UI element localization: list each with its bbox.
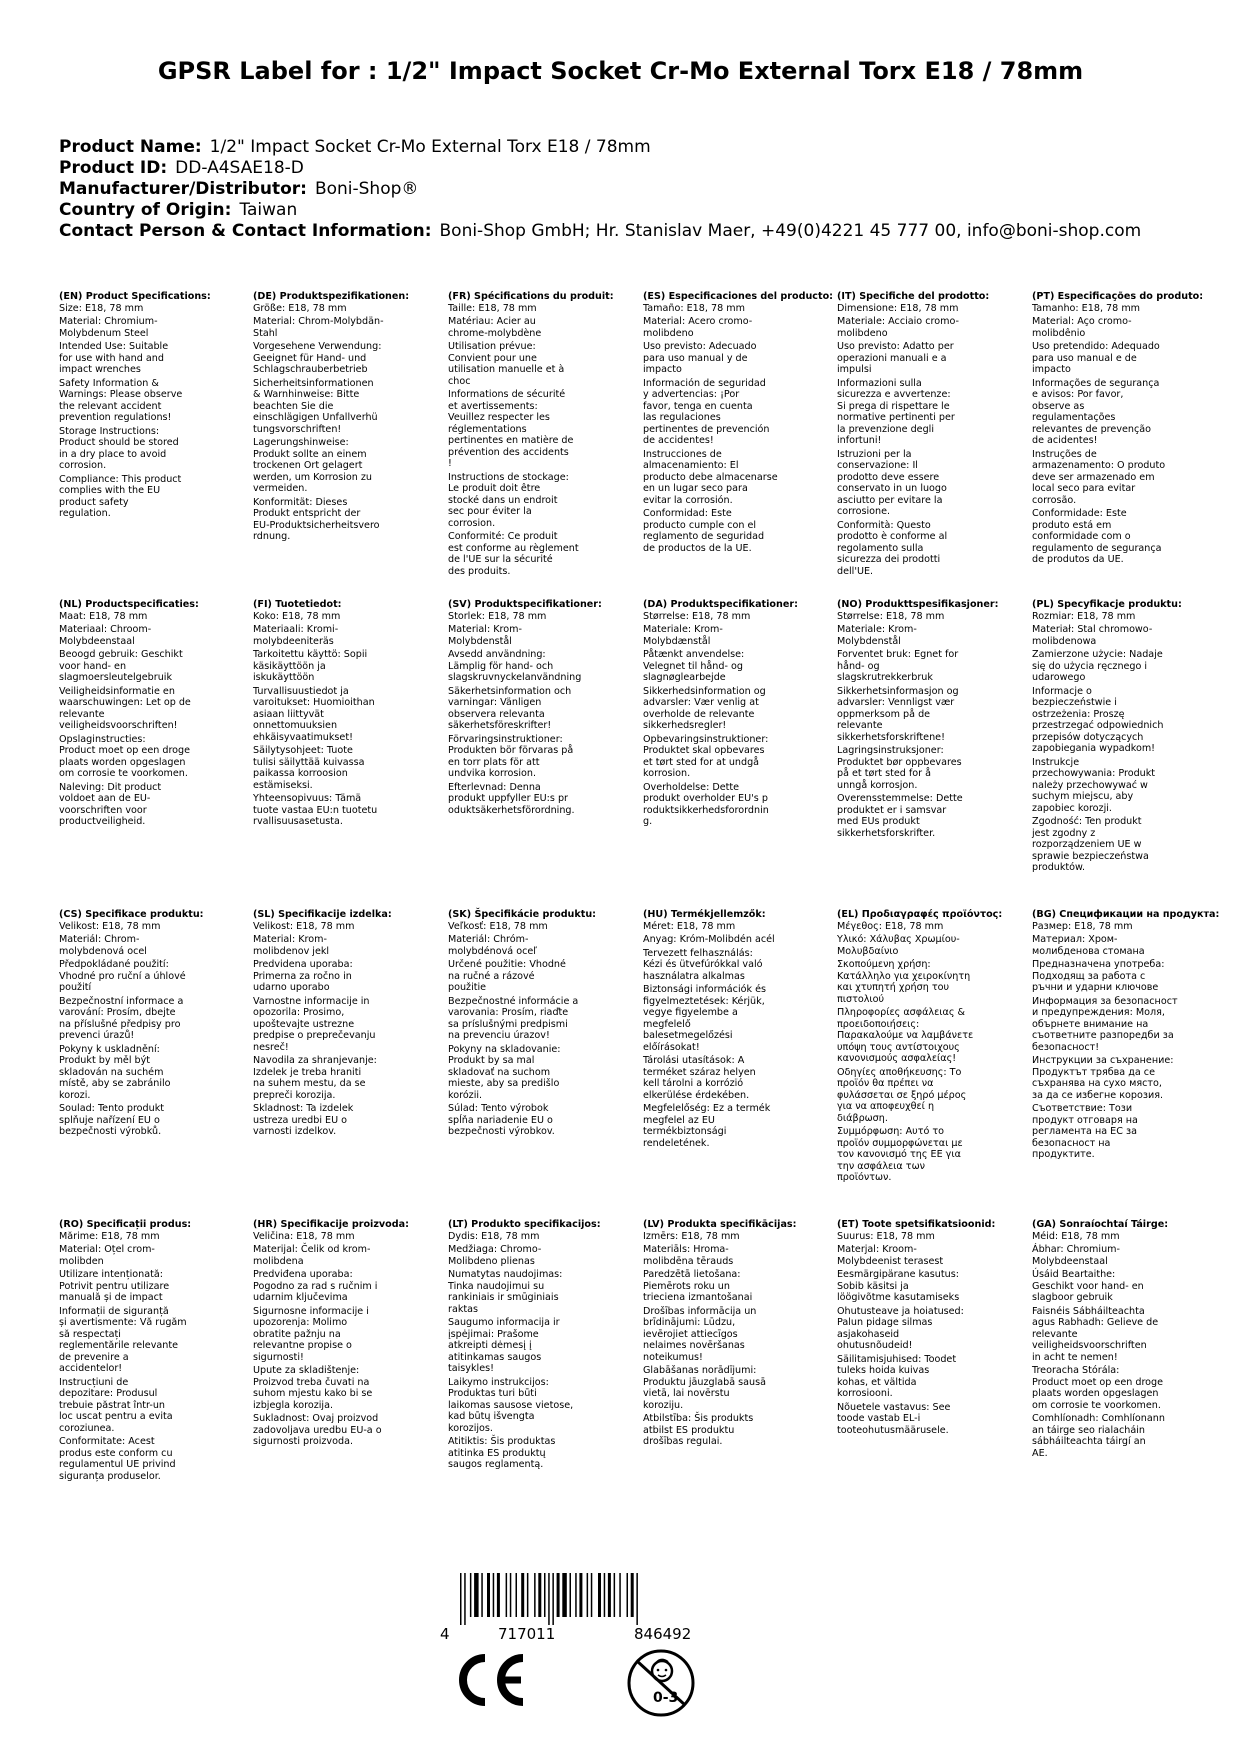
page-title: GPSR Label for : 1/2" Impact Socket Cr-Mo External Torx E18 / 78mm [157, 57, 1084, 85]
spec-block-text: Turvallisuustiedot ja varoitukset: Huomioithan asiaan liittyvät onnettomuuksien ehkäisyvaatimukset! [253, 685, 375, 743]
spec-block-text: Instrucciones de almacenamiento: El producto debe almacenarse en un lugar seco para evitar la corrosión. [643, 448, 778, 506]
spec-block-heading: (DA) Produktspecifikationer: [643, 599, 798, 610]
spec-block-text: Dimensione: E18, 78 mm [837, 302, 959, 314]
spec-block-text: Opbevaringsinstruktioner: Produktet skal opbevares et tørt sted for at undgå korrosion. [643, 733, 769, 779]
spec-block [1032, 599, 1222, 876]
product-name-value: 1/2" Impact Socket Cr-Mo External Torx E18 / 78mm [209, 137, 651, 157]
spec-block-text: Tarkoitettu käyttö: Sopii käsikäyttöön ja iskukäyttöön [253, 649, 368, 683]
spec-block-text: Informații de siguranță și avertismente: Vă rugăm să respectați reglementările relevante de prevenire a accidentelor! [59, 1305, 187, 1374]
barcode-bar [614, 1573, 616, 1617]
spec-block [1032, 1219, 1222, 1461]
spec-block-text: Biztonsági információk és figyelmeztetések: Kérjük, vegye figyelembe a megfelelő balesetmegelőzési előírásokat! [643, 984, 766, 1053]
spec-block-heading: (HU) Termékjellemzők: [643, 909, 766, 920]
barcode-bar [627, 1573, 629, 1617]
spec-block-text: Zamierzone użycie: Nadaje się do użycia ręcznego i udarowego [1032, 649, 1163, 683]
spec-block-text: Sikkerhetsinformasjon og advarsler: Vennligst vær oppmerksom på de relevante sikkerhetsforskriftene! [837, 685, 959, 743]
spec-block-text: Υλικό: Χάλυβας Χρωμίου- Μολυβδαίνιο [837, 934, 960, 957]
barcode-bar [487, 1573, 490, 1617]
spec-block-text: Materiale: Krom- Molybdenstål [837, 624, 917, 647]
spec-block-text: Suurus: E18, 78 mm [837, 1230, 935, 1242]
spec-block-text: Uso pretendido: Adequado para uso manual e de impacto [1032, 341, 1160, 375]
spec-block-heading: (HR) Specifikacije proizvoda: [253, 1219, 409, 1230]
spec-block-text: Skladnost: Ta izdelek ustreza uredbi EU o varnosti izdelkov. [253, 1103, 354, 1137]
spec-block-text: Mărime: E18, 78 mm [59, 1230, 160, 1242]
spec-block-text: Veľkosť: E18, 78 mm [448, 920, 548, 932]
spec-block [837, 599, 1027, 841]
spec-block-heading: (SK) Špecifikácie produktu: [448, 909, 597, 920]
spec-block-heading: (LT) Produkto specifikacijos: [448, 1219, 601, 1230]
spec-block-text: Οδηγίες αποθήκευσης: Το προϊόν θα πρέπει να φυλάσσεται σε ξηρό μέρος για να αποφευχθεί η διάβρωση. [837, 1066, 967, 1124]
spec-block [1032, 909, 1222, 1163]
spec-block-text: Medžiaga: Chromo- Molibdeno plienas [448, 1244, 542, 1267]
spec-block-text: Koko: E18, 78 mm [253, 610, 341, 622]
spec-block-text: Yhteensopivuus: Tämä tuote vastaa EU:n tuotetu rvallisuusasetusta. [253, 793, 378, 827]
spec-block [448, 599, 638, 818]
country-row [59, 200, 1141, 221]
spec-block-text: Soulad: Tento produkt splňuje nařízení EU o bezpečnosti výrobků. [59, 1103, 165, 1137]
spec-block-text: Instrucțiuni de depozitare: Produsul trebuie păstrat într-un loc uscat pentru a evita coroziunea. [59, 1376, 173, 1434]
spec-block-text: Anyag: Króm-Molibdén acél [643, 934, 775, 945]
spec-block-heading: (ET) Toote spetsifikatsioonid: [837, 1219, 996, 1230]
spec-block-text: Material: Chrom-Molybdän- Stahl [253, 316, 384, 339]
spec-block-heading: (SV) Produktspecifikationer: [448, 599, 602, 610]
barcode-bar [631, 1573, 634, 1617]
spec-block-text: Säilytysohjeet: Tuote tulisi säilyttää kuivassa paikassa korroosion estämiseksi. [253, 745, 365, 791]
spec-block-text: Pokyny na skladovanie: Produkt by sa mal skladovať na suchom mieste, aby sa predišlo korózii. [448, 1043, 561, 1101]
barcode [440, 1573, 740, 1643]
spec-block-text: Méret: E18, 78 mm [643, 920, 736, 932]
barcode-bar [591, 1573, 593, 1617]
product-name-label: Product Name: [59, 137, 202, 157]
product-id-label: Product ID: [59, 158, 168, 178]
ce-mark-icon [453, 1650, 531, 1710]
spec-block [643, 909, 833, 1151]
barcode-bar [548, 1573, 550, 1625]
spec-block-text: Material: Aço cromo- molibdênio [1032, 316, 1132, 339]
spec-block-text: Utilisation prévue: Convient pour une utilisation manuelle et à choc [448, 341, 565, 387]
spec-block-text: Informações de segurança e avisos: Por favor, observe as regulamentações relevantes de prevenção de acidentes! [1032, 377, 1160, 446]
spec-block-text: Numatytas naudojimas: Tinka naudojimui su rankiniais ir smūginiais raktas [448, 1269, 563, 1315]
spec-block-text: Bezpečnostní informace a varování: Prosím, dbejte na příslušné předpisy pro prevenci úrazů! [59, 995, 184, 1041]
spec-block-text: Материал: Хром- молибденова стомана [1032, 934, 1145, 957]
spec-block-heading: (FR) Spécifications du produit: [448, 291, 614, 302]
spec-block-text: Opslaginstructies: Product moet op een droge plaats worden opgeslagen om corrosie te voorkomen. [59, 733, 191, 779]
spec-block-text: Méid: E18, 78 mm [1032, 1230, 1120, 1242]
spec-block [448, 1219, 638, 1473]
spec-block-heading: (NL) Productspecificaties: [59, 599, 199, 610]
spec-block-text: Intended Use: Suitable for use with hand and impact wrenches [59, 341, 169, 375]
spec-block-text: Predviđena uporaba: Pogodno za rad s ručnim i udarnim ključevima [253, 1269, 378, 1303]
spec-block [253, 291, 443, 545]
spec-block-text: Súlad: Tento výrobok spĺňa nariadenie EU o bezpečnosti výrobkov. [448, 1103, 555, 1137]
spec-block-text: Konformität: Dieses Produkt entspricht der EU-Produktsicherheitsvero rdnung. [253, 496, 380, 542]
spec-block-text: Σκοπούμενη χρήση: Κατάλληλο για χειροκίνητη και χτυπητή χρήση του πιστολιού [837, 959, 971, 1005]
spec-block-text: Upute za skladištenje: Proizvod treba čuvati na suhom mjestu kako bi se izbjegla korozija. [253, 1365, 373, 1411]
spec-block-text: Veličina: E18, 78 mm [253, 1230, 355, 1242]
spec-block-text: Overholdelse: Dette produkt overholder EU's p roduktsikkerhedsforordnin g. [643, 781, 769, 827]
spec-block-heading: (LV) Produkta specifikācijas: [643, 1219, 797, 1230]
spec-block-text: Glabāšanas norādījumi: Produktu jāuzglabā sausā vietā, lai novērstu koroziju. [643, 1365, 766, 1411]
spec-block-text: Utilizare intenționată: Potrivit pentru utilizare manuală și de impact [59, 1269, 170, 1303]
manufacturer-value: Boni-Shop® [314, 179, 419, 199]
barcode-bar [579, 1573, 582, 1617]
spec-block-text: Förvaringsinstruktioner: Produkten bör förvaras på en torr plats för att undvika korrosion. [448, 733, 574, 779]
barcode-bar [527, 1573, 529, 1617]
spec-block-text: Comhlíonadh: Comhlíonann an táirge seo rialacháin sábháilteachta táirgí an AE. [1032, 1413, 1165, 1459]
spec-block-text: Instructions de stockage: Le produit doit être stocké dans un endroit sec pour éviter la corrosion. [448, 471, 569, 529]
spec-block-text: Eesmärgipärane kasutus: Sobib käsitsi ja löögivõtme kasutamiseks [837, 1269, 960, 1303]
spec-block-text: Lagringsinstruksjoner: Produktet bør oppbevares på et tørt sted for å unngå korrosjon. [837, 745, 962, 791]
spec-block-text: Størrelse: E18, 78 mm [643, 610, 751, 622]
spec-block [837, 909, 1027, 1186]
spec-block-text: Material: Krom- molibdenov jekl [253, 934, 330, 957]
spec-block [643, 599, 833, 830]
country-value: Taiwan [239, 200, 298, 220]
spec-block-text: Инструкции за съхранение: Продуктът трябва да се съхранява на сухо място, за да се избегне корозия. [1032, 1055, 1174, 1101]
spec-block-heading: (IT) Specifiche del prodotto: [837, 291, 990, 302]
spec-block-text: Materiale: Acciaio cromo- molibdeno [837, 316, 959, 339]
spec-block-heading: (GA) Sonraíochtaí Táirge: [1032, 1219, 1169, 1230]
spec-block-heading: (PL) Specyfikacje produktu: [1032, 599, 1182, 610]
spec-block-text: Maat: E18, 78 mm [59, 610, 148, 622]
spec-block-text: Drošības informācija un brīdinājumi: Lūdzu, ievērojiet attiecīgos nelaimes novēršanas noteikumus! [643, 1305, 757, 1363]
barcode-bar [544, 1573, 546, 1617]
spec-block [448, 291, 638, 579]
barcode-bar [570, 1573, 572, 1617]
spec-block-text: Taille: E18, 78 mm [448, 302, 537, 314]
barcode-bar [516, 1573, 518, 1617]
contact-row [59, 221, 1141, 242]
spec-block-text: Größe: E18, 78 mm [253, 302, 347, 314]
barcode-left-digits: 717011 [498, 1625, 556, 1643]
spec-block-text: Laikymo instrukcijos: Produktas turi būti laikomas sausose vietose, kad būtų išvengta korozijos. [448, 1376, 574, 1434]
spec-block-text: Zgodność: Ten produkt jest zgodny z rozporządzeniem UE w sprawie bezpieczeństwa produktów. [1032, 816, 1149, 873]
spec-block-text: Overensstemmelse: Dette produktet er i samsvar med EUs produkt sikkerhetsforskrifter. [837, 793, 963, 839]
spec-block-text: Material: Acero cromo- molibdeno [643, 316, 753, 339]
spec-block [643, 291, 833, 556]
spec-block-text: Conformitate: Acest produs este conform cu regulamentul UE privind siguranța produselor. [59, 1436, 176, 1482]
spec-block-heading: (ES) Especificaciones del producto: [643, 291, 834, 302]
spec-block-text: Istruzioni per la conservazione: Il prodotto deve essere conservato in un luogo asciutto per evitare la corrosione. [837, 448, 947, 517]
spec-block-text: Materiāls: Hroma- molibdēna tērauds [643, 1244, 734, 1267]
spec-block-text: Bezpečnostné informácie a varovania: Prosím, riaďte sa príslušnými predpismi na prevenciu úrazov! [448, 995, 579, 1041]
barcode-bar [562, 1573, 567, 1617]
spec-block-heading: (CS) Specifikace produktu: [59, 909, 204, 920]
spec-block-text: Forventet bruk: Egnet for hånd- og slagskrutrekkerbruk [837, 649, 959, 683]
barcode-bar [608, 1573, 611, 1617]
manufacturer-row [59, 179, 1141, 200]
barcode-bar [604, 1573, 606, 1617]
spec-block-text: Safety Information & Warnings: Please observe the relevant accident prevention regulations! [59, 377, 183, 423]
spec-block [837, 1219, 1027, 1438]
not-for-children-0-3-icon [625, 1647, 697, 1719]
barcode-bar [552, 1573, 554, 1625]
spec-block-text: Material: Krom- Molybdenstål [448, 624, 522, 647]
spec-block-text: Materiaali: Kromi- molybdeeniteräs [253, 624, 339, 647]
spec-block-text: Dydis: E18, 78 mm [448, 1230, 540, 1242]
barcode-bar [534, 1573, 536, 1617]
spec-block-text: Megfelelőség: Ez a termék megfelel az EU termékbiztonsági rendeletének. [643, 1103, 771, 1149]
barcode-bar [557, 1573, 560, 1617]
spec-block-text: Съответствие: Този продукт отговаря на регламента на ЕС за безопасност на продуктите. [1032, 1103, 1138, 1160]
product-info [59, 137, 1141, 242]
spec-block-text: Matériau: Acier au chrome-molybdène [448, 316, 542, 339]
spec-block-heading: (SL) Specifikacije izdelka: [253, 909, 392, 920]
barcode-bar [460, 1573, 462, 1625]
spec-block-text: Compliance: This product complies with the EU product safety regulation. [59, 473, 182, 519]
spec-block-text: Rozmiar: E18, 78 mm [1032, 610, 1136, 622]
product-id-value: DD-A4SAE18-D [175, 158, 304, 178]
spec-block-text: Säilitamisjuhised: Toodet tuleks hoida kuivas kohas, et vältida korrosiooni. [837, 1353, 957, 1399]
spec-block-text: Material: Chromium- Molybdenum Steel [59, 316, 158, 339]
spec-block [59, 291, 249, 522]
spec-block-heading: (EN) Product Specifications: [59, 291, 211, 302]
spec-block-text: Sicherheitsinformationen & Warnhinweise: Bitte beachten Sie die einschlägigen Unfallverhü tungsvorschriften! [253, 377, 378, 435]
age-range-text: 0-3 [653, 1690, 679, 1706]
spec-block [643, 1219, 833, 1450]
spec-block-text: Faisnéis Sábháilteachta agus Rabhadh: Gelieve de relevante veiligheidsvoorschriften in acht te nemen! [1032, 1305, 1159, 1363]
spec-block-text: Materiaal: Chroom- Molybdeenstaal [59, 624, 152, 647]
barcode-bar [587, 1573, 589, 1617]
spec-block-text: Size: E18, 78 mm [59, 302, 144, 314]
spec-block-text: Materijal: Čelik od krom- molibdena [253, 1244, 371, 1267]
spec-block-text: Navodila za shranjevanje: Izdelek je treba hraniti na suhem mestu, da se prepreči korozija. [253, 1055, 377, 1101]
spec-block-text: Materjal: Kroom- Molybdeenist terasest [837, 1244, 944, 1267]
spec-block-text: Instrukcje przechowywania: Produkt należy przechowywać w suchym miejscu, aby zapobiec korozji. [1032, 756, 1156, 814]
spec-block-text: Úsáid Beartaithe: Geschikt voor hand- en slagboor gebruik [1032, 1269, 1144, 1303]
spec-block [253, 1219, 443, 1450]
spec-block-text: Συμμόρφωση: Αυτό το προϊόν συμμορφώνεται με τον κανονισμό της ΕΕ για την ασφάλεια των προϊόντων. [837, 1126, 963, 1183]
spec-block-text: Conformidad: Este producto cumple con el reglamento de seguridad de productos de la UE. [643, 508, 765, 554]
spec-block-text: Ohutusteave ja hoiatused: Palun pidage silmas asjakohaseid ohutusnõudeid! [837, 1305, 964, 1351]
spec-block-text: Предназначена употреба: Подходящ за работа с ръчни и ударни ключове [1032, 959, 1165, 993]
spec-block-text: Určené použitie: Vhodné na ručné a rázové použitie [448, 959, 566, 993]
spec-block-text: Materiál: Chrom- molybdenová ocel [59, 934, 147, 957]
spec-block-text: Material: Oțel crom- molibden [59, 1244, 155, 1267]
spec-block-text: Informations de sécurité et avertissements: Veuillez respecter les réglementations pertinentes en matière de prévention des accidents ! [448, 389, 574, 469]
spec-block-text: Ábhar: Chromium- Molybdeenstaal [1032, 1244, 1120, 1267]
product-name-row [59, 137, 1141, 158]
spec-block-heading: (BG) Спецификации на продукта: [1032, 909, 1220, 920]
spec-block-text: Tamaño: E18, 78 mm [643, 302, 745, 314]
spec-block-text: Izmērs: E18, 78 mm [643, 1230, 740, 1242]
spec-block [448, 909, 638, 1140]
spec-block-text: Velikost: E18, 78 mm [59, 920, 161, 932]
spec-block-text: Atitiktis: Šis produktas atitinka ES produktų saugos reglamentą. [448, 1436, 556, 1470]
spec-block-heading: (EL) Προδιαγραφές προϊόντος: [837, 909, 1003, 920]
spec-block-text: Tervezett felhasználás: Kézi és ütvefúrókkal való használatra alkalmas [643, 947, 763, 982]
spec-block-text: Μέγεθος: E18, 78 mm [837, 920, 944, 932]
barcode-bar [598, 1573, 601, 1617]
barcode-bar [493, 1573, 495, 1617]
spec-block-heading: (NO) Produkttspesifikasjoner: [837, 599, 999, 610]
spec-block-text: Vorgesehene Verwendung: Geeignet für Hand- und Schlagschrauberbetrieb [253, 341, 382, 375]
barcode-bar [474, 1573, 479, 1617]
spec-block [59, 1219, 249, 1484]
spec-block-text: Veiligheidsinformatie en waarschuwingen: Let op de relevante veiligheidsvoorschriften! [59, 685, 191, 731]
spec-block-text: Materiale: Krom- Molybdænstål [643, 624, 723, 647]
manufacturer-label: Manufacturer/Distributor: [59, 179, 307, 199]
spec-block-text: Información de seguridad y advertencias: ¡Por favor, tenga en cuenta las regulaciones pertinentes de prevención de accidentes! [643, 377, 770, 446]
spec-block-text: Beoogd gebruik: Geschikt voor hand- en slagmoersleutelgebruik [59, 649, 183, 683]
barcode-bar [636, 1573, 638, 1625]
spec-block-heading: (PT) Especificações do produto: [1032, 291, 1204, 302]
barcode-bar [510, 1573, 512, 1617]
barcode-bar [470, 1573, 472, 1617]
spec-block-text: Storage Instructions: Product should be stored in a dry place to avoid corrosion. [59, 425, 179, 471]
spec-block-text: Tárolási utasítások: A terméket száraz helyen kell tárolni a korrózió elkerülése érdekében. [643, 1055, 756, 1101]
spec-block-text: Paredzētā lietošana: Piemērots roku un trieciena izmantošanai [643, 1269, 753, 1303]
barcode-bar [497, 1573, 500, 1617]
barcode-bar [464, 1573, 466, 1625]
spec-block-heading: (DE) Produktspezifikationen: [253, 291, 410, 302]
spec-block-text: Storlek: E18, 78 mm [448, 610, 547, 622]
spec-block-text: Předpokládané použití: Vhodné pro ruční a úhlové použití [59, 959, 186, 993]
spec-block-text: Saugumo informacija ir įspėjimai: Prašome atkreipti dėmesį į atitinkamas saugos taisykles! [448, 1317, 560, 1374]
spec-block-text: Predvidena uporaba: Primerna za ročno in udarno uporabo [253, 959, 353, 993]
barcode-bar [575, 1573, 577, 1617]
spec-block-text: Efterlevnad: Denna produkt uppfyller EU:s pr oduktsäkerhetsförordning. [448, 781, 575, 816]
barcode-bar [538, 1573, 541, 1617]
spec-block-text: Размер: E18, 78 mm [1032, 920, 1133, 932]
spec-block [59, 909, 249, 1140]
spec-block-text: Avsedd användning: Lämplig för hand- och slagskruvnyckelanvändning [448, 649, 582, 683]
barcode-bar [481, 1573, 483, 1617]
spec-block-text: Naleving: Dit product voldoet aan de EU- voorschriften voor productveiligheid. [59, 781, 162, 827]
barcode-first-digit: 4 [440, 1625, 450, 1643]
spec-block-text: Instruções de armazenamento: O produto deve ser armazenado em local seco para evitar corrosão. [1032, 448, 1166, 506]
spec-block-text: Säkerhetsinformation och varningar: Vänligen observera relevanta säkerhetsföreskrifter! [448, 685, 572, 731]
spec-block-text: Информация за безопасност и предупреждения: Моля, обърнете внимание на съответните разпоредби за безопасност! [1032, 995, 1178, 1053]
spec-block [59, 599, 249, 830]
spec-block-text: Påtænkt anvendelse: Velegnet til hånd- og slagnøglearbejde [643, 649, 745, 683]
spec-block-text: Conformité: Ce produit est conforme au règlement de l'UE sur la sécurité des produits. [448, 531, 579, 577]
spec-block-text: Atbilstība: Šis produkts atbilst ES produktu drošības regulai. [643, 1413, 754, 1447]
spec-block-text: Sukladnost: Ovaj proizvod zadovoljava uredbu EU-a o sigurnosti proizvoda. [253, 1413, 382, 1447]
spec-block-text: Uso previsto: Adatto per operazioni manuali e a impulsi [837, 341, 954, 375]
spec-block [1032, 291, 1222, 568]
spec-block-text: Materiał: Stal chromowo- molibdenowa [1032, 624, 1153, 647]
barcode-bar [521, 1573, 524, 1617]
spec-block-text: Sikkerhedsinformation og advarsler: Vær venlig at overholde de relevante sikkerhedsregler! [643, 685, 766, 731]
spec-block-text: Πληροφορίες ασφάλειας & προειδοποιήσεις: Παρακαλούμε να λαμβάνετε υπόψη τους αντίστοιχους κανονισμούς ασφαλείας! [837, 1007, 974, 1064]
spec-block [253, 599, 443, 830]
spec-block-text: Conformità: Questo prodotto è conforme al regolamento sulla sicurezza dei prodotti dell'UE. [837, 519, 948, 577]
barcode-bar [619, 1573, 621, 1617]
spec-block-text: Sigurnosne informacije i upozorenja: Molimo obratite pažnju na relevantne propise o sigurnosti! [253, 1305, 369, 1363]
spec-block [253, 909, 443, 1140]
spec-block-text: Materiál: Chróm- molybdénová oceľ [448, 934, 537, 957]
spec-block-text: Pokyny k uskladnění: Produkt by měl být skladován na suchém místě, aby se zabránilo korozi. [59, 1043, 171, 1101]
spec-block-text: Varnostne informacije in opozorila: Prosimo, upoštevajte ustrezne predpise o preprečevanju nesreč! [253, 995, 376, 1053]
spec-block-text: Lagerungshinweise: Produkt sollte an einem trockenen Ort gelagert werden, um Korrosion zu vermeiden. [253, 437, 373, 494]
product-id-row [59, 158, 1141, 179]
spec-block-heading: (RO) Specificații produs: [59, 1219, 192, 1230]
spec-block-text: Nõuetele vastavus: See toode vastab EL-i tooteohutusmäärusele. [837, 1401, 951, 1436]
spec-block [837, 291, 1027, 579]
spec-block-text: Treoracha Stórála: Product moet op een droge plaats worden opgeslagen om corrosie te voorkomen. [1032, 1365, 1164, 1411]
spec-block-text: Uso previsto: Adecuado para uso manual y de impacto [643, 341, 757, 375]
spec-block-text: Conformidade: Este produto está em conformidade com o regulamento de segurança de produtos da UE. [1032, 508, 1162, 565]
spec-block-text: Informazioni sulla sicurezza e avvertenze: Si prega di rispettare le normative pertinenti per la prevenzione degli infortuni! [837, 377, 955, 446]
contact-value: Boni-Shop GmbH; Hr. Stanislav Maer, +49(0)4221 45 777 00, info@boni-shop.com [439, 221, 1142, 241]
spec-block-text: Velikost: E18, 78 mm [253, 920, 355, 932]
contact-label: Contact Person & Contact Information: [59, 221, 432, 241]
barcode-right-digits: 846492 [634, 1625, 692, 1643]
country-label: Country of Origin: [59, 200, 232, 220]
barcode-bars [460, 1573, 730, 1625]
spec-block-text: Størrelse: E18, 78 mm [837, 610, 945, 622]
spec-block-text: Tamanho: E18, 78 mm [1032, 302, 1141, 314]
spec-block-text: Informacje o bezpieczeństwie i ostrzeżenia: Proszę przestrzegać odpowiednich przepisów dotyczących zapobiegania wypadkom! [1032, 685, 1164, 754]
barcode-bar [506, 1573, 508, 1617]
spec-block-heading: (FI) Tuotetiedot: [253, 599, 342, 610]
